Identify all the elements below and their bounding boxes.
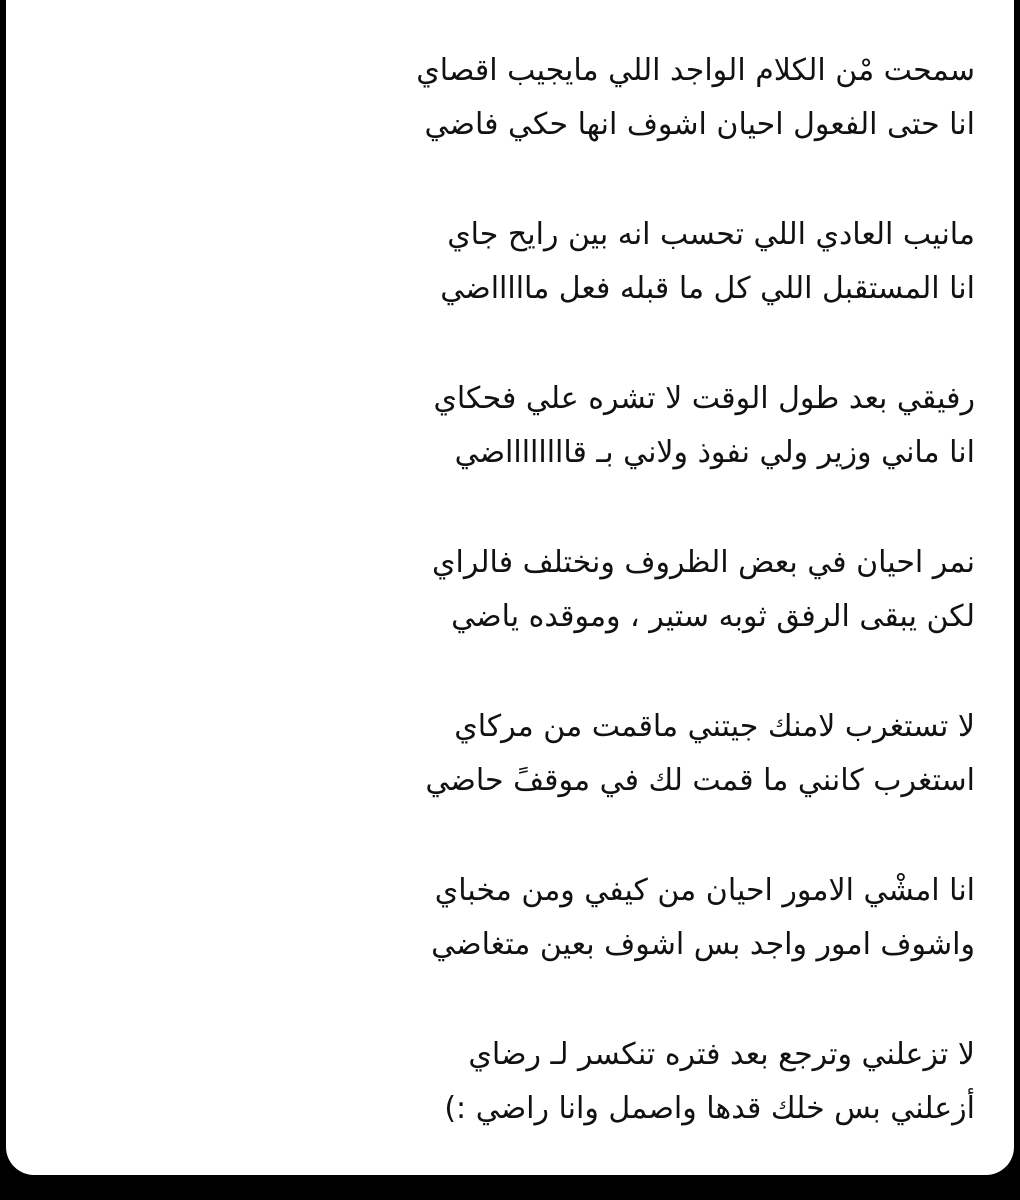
poem-line: مانيب العادي اللي تحسب انه بين رايح جاي <box>447 217 975 252</box>
stanza-5 <box>75 700 975 864</box>
stanza-2 <box>75 208 975 372</box>
poem-line: لا تستغرب لامنك جيتني ماقمت من مركاي <box>454 709 975 744</box>
stanza-1 <box>75 44 975 208</box>
poem-line: سمحت مْن الكلام الواجد اللي مايجيب اقصاي <box>416 53 975 88</box>
poem-line: واشوف امور واجد بس اشوف بعين متغاضي <box>431 927 975 962</box>
stanza-4 <box>75 536 975 700</box>
poem-line: نمر احيان في بعض الظروف ونختلف فالراي <box>432 545 975 580</box>
poem-line: انا ماني وزير ولي نفوذ ولاني بـ قااااااااضي <box>454 435 975 470</box>
poem-line: أزعلني بس خلك قدها واصمل وانا راضي :) <box>444 1091 975 1126</box>
poem-line: انا حتى الفعول احيان اشوف انها حكي فاضي <box>424 107 975 142</box>
poem-line: رفيقي بعد طول الوقت لا تشره علي فحكاي <box>433 381 975 416</box>
note-card <box>6 0 1014 1175</box>
poem-line: استغرب كانني ما قمت لك في موقفً حاضي <box>425 763 975 798</box>
poem-line: انا امشْي الامور احيان من كيفي ومن مخباي <box>434 873 975 908</box>
poem-line: انا المستقبل اللي كل ما قبله فعل ماااااضي <box>440 271 975 306</box>
poem-line: لكن يبقى الرفق ثوبه ستير ، وموقده ياضي <box>451 599 975 634</box>
screen-edge <box>1014 0 1020 1200</box>
poem-line: لا تزعلني وترجع بعد فتره تنكسر لـ رضاي <box>468 1037 975 1072</box>
stanza-7 <box>75 1028 975 1175</box>
stanza-6 <box>75 864 975 1028</box>
stanza-3 <box>75 372 975 536</box>
poem-text <box>75 44 975 1175</box>
